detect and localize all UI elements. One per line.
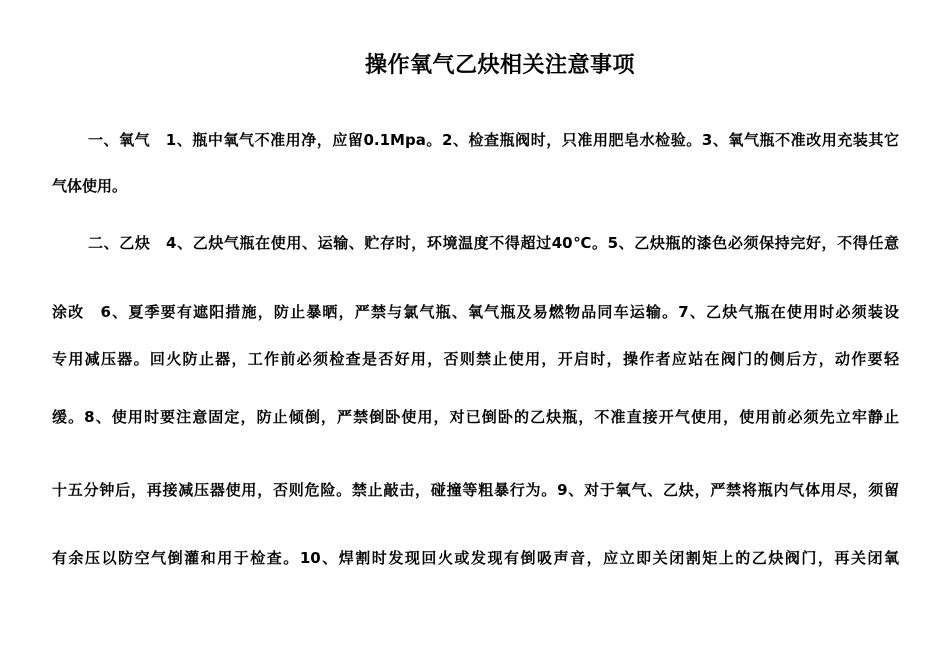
paragraph-line-6: 缓。8、使用时要注意固定，防止倾倒，严禁倒卧使用，对已倒卧的乙炔瓶，不准直接开气使用，使用前必须先立牢静止 <box>52 408 899 426</box>
document-title: 操作氧气乙炔相关注意事项 <box>364 53 635 78</box>
paragraph-line-3: 二、乙炔 4、乙炔气瓶在使用、运输、贮存时，环境温度不得超过40℃。5、乙炔瓶的漆色必须保持完好，不得任意 <box>88 234 899 252</box>
paragraph-line-8: 有余压以防空气倒灌和用于检查。10、焊割时发现回火或发现有倒吸声音，应立即关闭割矩上的乙炔阀门，再关闭氧 <box>52 549 899 567</box>
paragraph-line-1: 一、氧气 1、瓶中氧气不准用净，应留0.1Mpa。2、检查瓶阀时，只准用肥皂水检验。3、氧气瓶不准改用充装其它 <box>88 131 899 149</box>
paragraph-line-4: 涂改 6、夏季要有遮阳措施，防止暴晒，严禁与氯气瓶、氧气瓶及易燃物品同车运输。7、乙炔气瓶在使用时必须装设 <box>52 303 899 321</box>
paragraph-line-7: 十五分钟后，再接减压器使用，否则危险。禁止敲击，碰撞等粗暴行为。9、对于氧气、乙炔，严禁将瓶内气体用尽，须留 <box>52 481 899 499</box>
paragraph-line-2: 气体使用。 <box>52 177 128 195</box>
paragraph-line-5: 专用减压器。回火防止器，工作前必须检查是否好用，否则禁止使用，开启时，操作者应站在阀门的侧后方，动作要轻 <box>52 350 899 368</box>
